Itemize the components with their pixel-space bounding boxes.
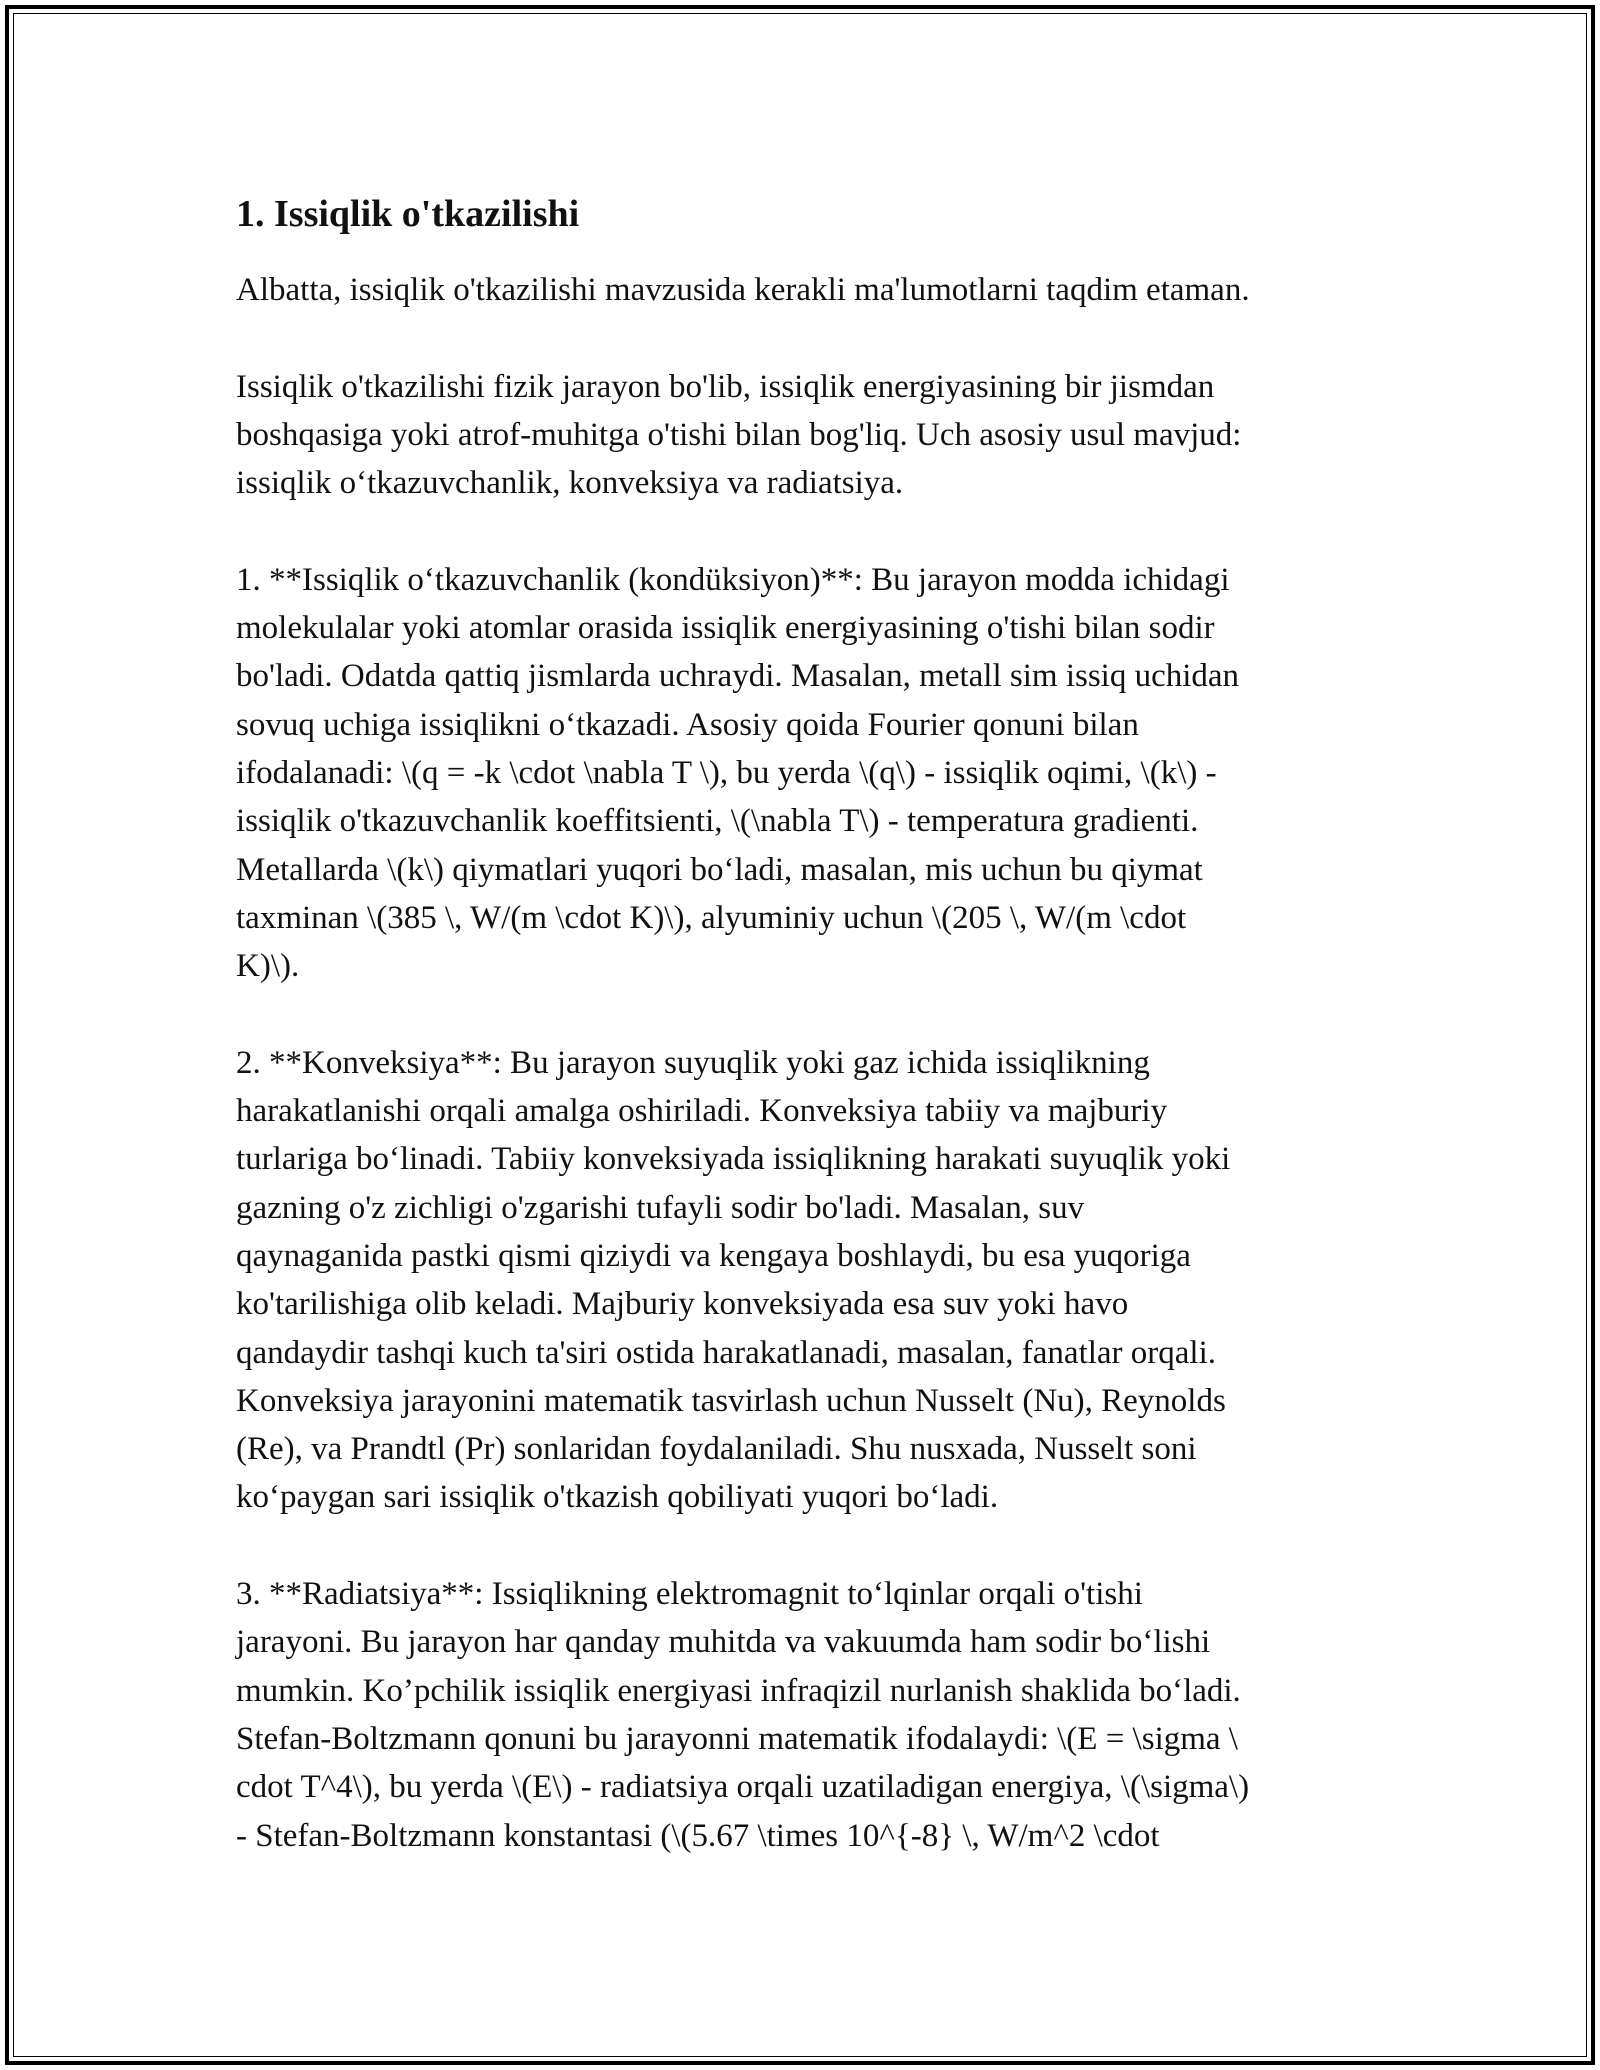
text-line: Albatta, issiqlik o'tkazilishi mavzusida kerakli ma'lumotlarni taqdim etaman. bbox=[236, 272, 1250, 308]
paragraph-conduction bbox=[236, 556, 1376, 991]
text-line: ko‘paygan sari issiqlik o'tkazish qobiliyati yuqori bo‘ladi. bbox=[236, 1479, 999, 1516]
text-line: issiqlik o‘tkazuvchanlik, konveksiya va radiatsiya. bbox=[236, 465, 904, 502]
text-line: harakatlanishi orqali amalga oshiriladi. Konveksiya tabiiy va majburiy bbox=[236, 1093, 1168, 1130]
text-line: Metallarda \(k\) qiymatlari yuqori bo‘ladi, masalan, mis uchun bu qiymat bbox=[236, 851, 1203, 888]
text-line: bo'ladi. Odatda qattiq jismlarda uchraydi. Masalan, metall sim issiq uchidan bbox=[236, 658, 1240, 695]
text-line: Issiqlik o'tkazilishi fizik jarayon bo'lib, issiqlik energiyasining bir jismdan bbox=[236, 368, 1215, 405]
text-line: ifodalanadi: \(q = -k \cdot \nabla T \), bu yerda \(q\) - issiqlik oqimi, \(k\) - bbox=[236, 754, 1217, 791]
text-line: sovuq uchiga issiqlikni o‘tkazadi. Asosiy qoida Fourier qonuni bilan bbox=[236, 706, 1139, 743]
text-line: issiqlik o'tkazuvchanlik koeffitsienti, \(\nabla T\) - temperatura gradienti. bbox=[236, 803, 1199, 840]
document-body bbox=[236, 188, 1376, 1908]
text-line: turlariga bo‘linadi. Tabiiy konveksiyada issiqlikning harakati suyuqlik yoki bbox=[236, 1141, 1231, 1178]
paragraph-intro bbox=[236, 266, 1376, 314]
text-line: Stefan-Boltzmann qonuni bu jarayonni matematik ifodalaydi: \(E = \sigma \ bbox=[236, 1720, 1238, 1757]
text-line: 1. **Issiqlik o‘tkazuvchanlik (kondüksiyon)**: Bu jarayon modda ichidagi bbox=[236, 561, 1230, 598]
text-line: taxminan \(385 \, W/(m \cdot K)\), alyuminiy uchun \(205 \, W/(m \cdot bbox=[236, 899, 1187, 936]
text-line: 3. **Radiatsiya**: Issiqlikning elektromagnit to‘lqinlar orqali o'tishi bbox=[236, 1576, 1143, 1613]
text-line: ko'tarilishiga olib keladi. Majburiy konveksiyada esa suv yoki havo bbox=[236, 1286, 1129, 1323]
text-line: molekulalar yoki atomlar orasida issiqlik energiyasining o'tishi bilan sodir bbox=[236, 610, 1215, 647]
document-title: 1. Issiqlik o'tkazilishi bbox=[236, 193, 580, 235]
text-line: (Re), va Prandtl (Pr) sonlaridan foydalaniladi. Shu nusxada, Nusselt soni bbox=[236, 1431, 1197, 1468]
text-line: jarayoni. Bu jarayon har qanday muhitda va vakuumda ham sodir bo‘lishi bbox=[236, 1624, 1211, 1661]
text-line: boshqasiga yoki atrof-muhitga o'tishi bilan bog'liq. Uch asosiy usul mavjud: bbox=[236, 416, 1242, 453]
text-line: 2. **Konveksiya**: Bu jarayon suyuqlik yoki gaz ichida issiqlikning bbox=[236, 1044, 1150, 1081]
paragraph-convection bbox=[236, 1039, 1376, 1522]
text-line: K)\). bbox=[236, 948, 300, 985]
text-line: cdot T^4\), bu yerda \(E\) - radiatsiya orqali uzatiladigan energiya, \(\sigma\) bbox=[236, 1769, 1250, 1806]
text-line: gazning o'z zichligi o'zgarishi tufayli sodir bo'ladi. Masalan, suv bbox=[236, 1189, 1085, 1226]
paragraph-radiation bbox=[236, 1570, 1376, 1860]
text-line: qandaydir tashqi kuch ta'siri ostida harakatlanadi, masalan, fanatlar orqali. bbox=[236, 1334, 1217, 1371]
text-line: mumkin. Ko’pchilik issiqlik energiyasi infraqizil nurlanish shaklida bo‘ladi. bbox=[236, 1672, 1241, 1709]
text-line: qaynaganida pastki qismi qiziydi va kengaya boshlaydi, bu esa yuqoriga bbox=[236, 1237, 1191, 1274]
paragraph-overview bbox=[236, 363, 1376, 508]
text-line: Konveksiya jarayonini matematik tasvirlash uchun Nusselt (Nu), Reynolds bbox=[236, 1382, 1226, 1419]
text-line: - Stefan-Boltzmann konstantasi (\(5.67 \times 10^{-8} \, W/m^2 \cdot bbox=[236, 1817, 1160, 1854]
